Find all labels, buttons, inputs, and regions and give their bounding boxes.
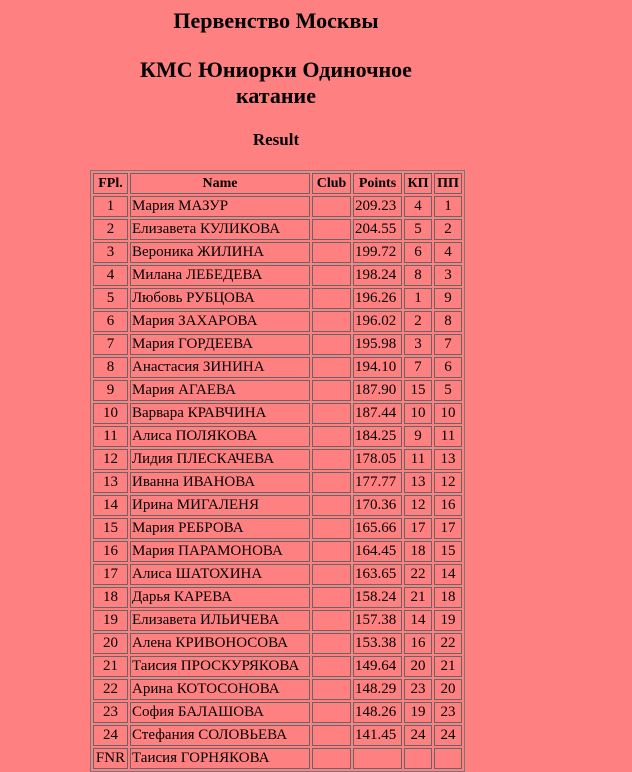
cell-points: 194.10: [353, 357, 402, 378]
cell-kp: 10: [404, 403, 432, 424]
cell-name: София БАЛАШОВА: [130, 702, 310, 723]
table-row: [93, 633, 462, 654]
cell-name: Мария МАЗУР: [130, 196, 310, 217]
cell-club: [312, 610, 351, 631]
cell-place: 16: [93, 541, 128, 562]
cell-kp: 12: [404, 495, 432, 516]
cell-place: 1: [93, 196, 128, 217]
table-row: [93, 725, 462, 746]
cell-points: 178.05: [353, 449, 402, 470]
table-row: [93, 426, 462, 447]
cell-pp: 11: [434, 426, 462, 447]
cell-pp: 3: [434, 265, 462, 286]
cell-place: 8: [93, 357, 128, 378]
cell-name: Алиса ПОЛЯКОВА: [130, 426, 310, 447]
cell-club: [312, 288, 351, 309]
cell-pp: 17: [434, 518, 462, 539]
column-header-points: Points: [353, 173, 402, 194]
cell-pp: 18: [434, 587, 462, 608]
cell-points: 195.98: [353, 334, 402, 355]
column-header-pp: ПП: [434, 173, 462, 194]
cell-pp: [434, 748, 462, 769]
cell-points: 158.24: [353, 587, 402, 608]
cell-name: Арина КОТОСОНОВА: [130, 679, 310, 700]
column-header-name: Name: [130, 173, 310, 194]
table-row: [93, 380, 462, 401]
cell-kp: 2: [404, 311, 432, 332]
cell-club: [312, 725, 351, 746]
cell-club: [312, 587, 351, 608]
table-row: [93, 196, 462, 217]
cell-name: Таисия ПРОСКУРЯКОВА: [130, 656, 310, 677]
cell-pp: 22: [434, 633, 462, 654]
cell-place: 24: [93, 725, 128, 746]
cell-points: 196.02: [353, 311, 402, 332]
cell-name: Иванна ИВАНОВА: [130, 472, 310, 493]
cell-kp: [404, 748, 432, 769]
cell-name: Алена КРИВОНОСОВА: [130, 633, 310, 654]
cell-club: [312, 748, 351, 769]
cell-place: 4: [93, 265, 128, 286]
cell-kp: 7: [404, 357, 432, 378]
cell-points: 187.44: [353, 403, 402, 424]
cell-name: Ирина МИГАЛЕНЯ: [130, 495, 310, 516]
cell-place: 22: [93, 679, 128, 700]
table-row: [93, 219, 462, 240]
cell-kp: 14: [404, 610, 432, 631]
column-header-club: Club: [312, 173, 351, 194]
cell-place: 3: [93, 242, 128, 263]
cell-club: [312, 426, 351, 447]
cell-points: 141.45: [353, 725, 402, 746]
table-row: [93, 541, 462, 562]
cell-club: [312, 449, 351, 470]
cell-kp: 23: [404, 679, 432, 700]
cell-name: Вероника ЖИЛИНА: [130, 242, 310, 263]
cell-club: [312, 518, 351, 539]
cell-name: Любовь РУБЦОВА: [130, 288, 310, 309]
cell-club: [312, 656, 351, 677]
table-row: [93, 449, 462, 470]
cell-name: Анастасия ЗИНИНА: [130, 357, 310, 378]
cell-points: 209.23: [353, 196, 402, 217]
cell-pp: 4: [434, 242, 462, 263]
table-row: [93, 518, 462, 539]
column-header-fpl: FPl.: [93, 173, 128, 194]
cell-points: 148.29: [353, 679, 402, 700]
table-row: [93, 702, 462, 723]
cell-kp: 5: [404, 219, 432, 240]
cell-club: [312, 472, 351, 493]
cell-kp: 13: [404, 472, 432, 493]
table-row: [93, 679, 462, 700]
cell-kp: 3: [404, 334, 432, 355]
cell-pp: 8: [434, 311, 462, 332]
cell-place: 5: [93, 288, 128, 309]
cell-name: Мария АГАЕВА: [130, 380, 310, 401]
cell-kp: 21: [404, 587, 432, 608]
cell-place: 10: [93, 403, 128, 424]
cell-club: [312, 265, 351, 286]
table-row: [93, 495, 462, 516]
cell-points: 204.55: [353, 219, 402, 240]
cell-club: [312, 633, 351, 654]
cell-pp: 6: [434, 357, 462, 378]
cell-pp: 14: [434, 564, 462, 585]
cell-pp: 7: [434, 334, 462, 355]
cell-place: 9: [93, 380, 128, 401]
cell-place: 14: [93, 495, 128, 516]
cell-pp: 10: [434, 403, 462, 424]
cell-place: FNR: [93, 748, 128, 769]
cell-points: 148.26: [353, 702, 402, 723]
cell-name: Елизавета ИЛЬИЧЕВА: [130, 610, 310, 631]
table-row: [93, 472, 462, 493]
cell-club: [312, 495, 351, 516]
cell-name: Мария РЕБРОВА: [130, 518, 310, 539]
table-row: [93, 610, 462, 631]
event-title: Первенство Москвы: [173, 8, 379, 33]
cell-club: [312, 541, 351, 562]
column-header-kp: КП: [404, 173, 432, 194]
cell-kp: 4: [404, 196, 432, 217]
table-row: [93, 242, 462, 263]
cell-points: 163.65: [353, 564, 402, 585]
cell-place: 7: [93, 334, 128, 355]
table-row: [93, 311, 462, 332]
cell-points: 170.36: [353, 495, 402, 516]
cell-place: 17: [93, 564, 128, 585]
cell-pp: 13: [434, 449, 462, 470]
cell-club: [312, 334, 351, 355]
cell-kp: 1: [404, 288, 432, 309]
cell-pp: 19: [434, 610, 462, 631]
cell-name: Алиса ШАТОХИНА: [130, 564, 310, 585]
cell-name: Милана ЛЕБЕДЕВА: [130, 265, 310, 286]
cell-club: [312, 311, 351, 332]
cell-place: 20: [93, 633, 128, 654]
cell-points: 153.38: [353, 633, 402, 654]
cell-points: 198.24: [353, 265, 402, 286]
cell-place: 18: [93, 587, 128, 608]
table-row: [93, 748, 462, 769]
cell-place: 13: [93, 472, 128, 493]
cell-club: [312, 403, 351, 424]
cell-kp: 17: [404, 518, 432, 539]
table-row: [93, 564, 462, 585]
cell-name: Елизавета КУЛИКОВА: [130, 219, 310, 240]
cell-kp: 19: [404, 702, 432, 723]
cell-kp: 16: [404, 633, 432, 654]
cell-pp: 12: [434, 472, 462, 493]
cell-pp: 1: [434, 196, 462, 217]
cell-place: 6: [93, 311, 128, 332]
cell-club: [312, 702, 351, 723]
cell-points: 157.38: [353, 610, 402, 631]
table-body: [93, 196, 462, 769]
cell-place: 11: [93, 426, 128, 447]
cell-place: 23: [93, 702, 128, 723]
results-table: [90, 170, 465, 772]
cell-points: 164.45: [353, 541, 402, 562]
cell-pp: 9: [434, 288, 462, 309]
category-title: КМС Юниорки Одиночное катание: [140, 57, 412, 108]
cell-kp: 22: [404, 564, 432, 585]
cell-kp: 20: [404, 656, 432, 677]
cell-pp: 2: [434, 219, 462, 240]
cell-points: 177.77: [353, 472, 402, 493]
cell-name: Мария ЗАХАРОВА: [130, 311, 310, 332]
table-row: [93, 403, 462, 424]
cell-name: Стефания СОЛОВЬЕВА: [130, 725, 310, 746]
cell-pp: 24: [434, 725, 462, 746]
table-row: [93, 265, 462, 286]
cell-points: 187.90: [353, 380, 402, 401]
cell-place: 2: [93, 219, 128, 240]
cell-points: 184.25: [353, 426, 402, 447]
cell-pp: 5: [434, 380, 462, 401]
cell-kp: 6: [404, 242, 432, 263]
cell-pp: 21: [434, 656, 462, 677]
table-row: [93, 288, 462, 309]
cell-points: 149.64: [353, 656, 402, 677]
cell-kp: 18: [404, 541, 432, 562]
cell-pp: 23: [434, 702, 462, 723]
cell-pp: 15: [434, 541, 462, 562]
cell-place: 21: [93, 656, 128, 677]
cell-name: Таисия ГОРНЯКОВА: [130, 748, 310, 769]
cell-name: Варвара КРАВЧИНА: [130, 403, 310, 424]
cell-club: [312, 679, 351, 700]
cell-pp: 20: [434, 679, 462, 700]
cell-place: 15: [93, 518, 128, 539]
cell-club: [312, 564, 351, 585]
cell-points: 199.72: [353, 242, 402, 263]
table-row: [93, 357, 462, 378]
cell-club: [312, 196, 351, 217]
cell-points: 196.26: [353, 288, 402, 309]
cell-club: [312, 380, 351, 401]
cell-name: Мария ПАРАМОНОВА: [130, 541, 310, 562]
cell-kp: 8: [404, 265, 432, 286]
section-title: Result: [252, 130, 300, 149]
cell-club: [312, 242, 351, 263]
cell-name: Лидия ПЛЕСКАЧЕВА: [130, 449, 310, 470]
table-row: [93, 587, 462, 608]
table-row: [93, 656, 462, 677]
cell-kp: 24: [404, 725, 432, 746]
cell-place: 12: [93, 449, 128, 470]
cell-points: 165.66: [353, 518, 402, 539]
table-header-row: [93, 173, 462, 194]
cell-kp: 11: [404, 449, 432, 470]
cell-club: [312, 357, 351, 378]
cell-club: [312, 219, 351, 240]
cell-pp: 16: [434, 495, 462, 516]
cell-kp: 9: [404, 426, 432, 447]
cell-place: 19: [93, 610, 128, 631]
cell-name: Мария ГОРДЕЕВА: [130, 334, 310, 355]
cell-kp: 15: [404, 380, 432, 401]
cell-points: [353, 748, 402, 769]
cell-name: Дарья КАРЕВА: [130, 587, 310, 608]
table-row: [93, 334, 462, 355]
